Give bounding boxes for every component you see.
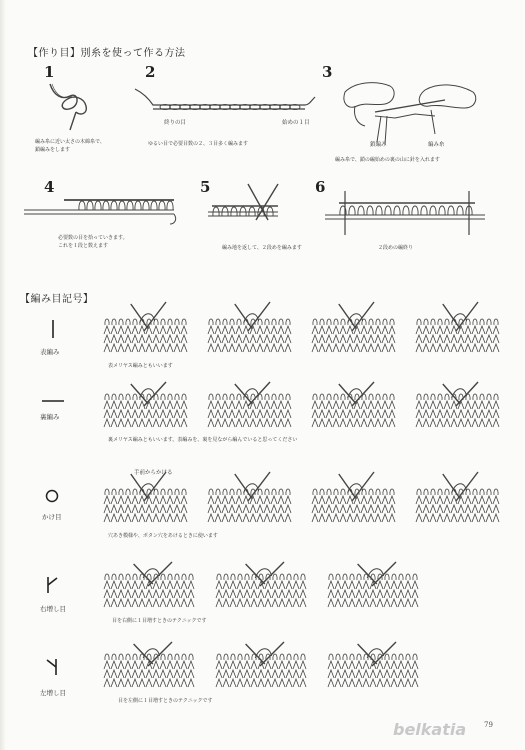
- step-5-caption: 編み地を返して、２段めを編みます: [222, 245, 302, 251]
- step-1-caption-line1: 編み糸に近い太さの木綿糸で、: [35, 139, 105, 145]
- symbol-name-left-increase: 左増し目: [40, 689, 66, 697]
- symbol-name-right-increase: 右増し目: [40, 605, 66, 613]
- section-title-stitch-symbols: 【編み目記号】: [20, 294, 94, 305]
- symbol-caption-right-increase: 目を右側に１目増すときのテクニックです: [112, 618, 207, 624]
- symbol-caption-purl: 裏メリヤス編みともいいます。表編みを、裏を見ながら編んでいると思ってください: [108, 437, 298, 443]
- purl-stitch-diagrams: [100, 380, 500, 435]
- step-1-caption-line2: 鎖編みをします: [35, 147, 71, 153]
- yarn-over-stitch-diagrams: [100, 470, 500, 530]
- belkatia-logo: belkatia: [393, 720, 467, 739]
- step-2-number: 2: [145, 63, 156, 81]
- symbol-name-purl: 裏編み: [40, 413, 60, 421]
- step-3-number: 3: [322, 63, 333, 81]
- section-title-cast-on: 【作り目】別糸を使って作る方法: [28, 48, 186, 59]
- step-3-caption: 編み糸で、鎖の編始めの裏の山に針を入れます: [335, 157, 440, 163]
- knit-stitch-diagrams: [100, 300, 500, 360]
- step-2-label-first-stitch: 始めの１目: [282, 120, 310, 126]
- right-increase-stitch-diagrams: [100, 560, 420, 615]
- symbol-caption-knit: 表メリヤス編みともいいます: [108, 363, 173, 369]
- step-3-label-chain: 鎖編み: [370, 142, 387, 148]
- right-increase-symbol-icon: [44, 575, 60, 595]
- yarn-over-note-label: 手前からかける: [134, 470, 173, 476]
- symbol-name-knit: 表編み: [40, 348, 60, 356]
- symbol-name-yarn-over: かけ目: [42, 513, 62, 521]
- step-6-caption: ２段めの編終り: [378, 245, 414, 251]
- step-6-row2-illustration: [325, 185, 495, 245]
- step-5-turn-illustration: [208, 180, 298, 235]
- step-1-number: 1: [44, 63, 55, 81]
- step-3-label-yarn: 編み糸: [428, 142, 445, 148]
- step-4-number: 4: [44, 178, 55, 196]
- symbol-caption-left-increase: 目を左側に１目増すときのテクニックです: [118, 698, 213, 704]
- step-2-label-end-stitch: 終りの目: [164, 120, 187, 126]
- step-4-caption-line1: 必要数の目を拾っていきます。: [58, 235, 128, 241]
- step-4-caption-line2: これを１段と数えます: [58, 243, 109, 249]
- left-increase-stitch-diagrams: [100, 640, 420, 695]
- step-2-caption: ゆるい目で必要目数の２、３目多く編みます: [148, 141, 249, 147]
- page-binding-shadow: [0, 0, 6, 750]
- step-6-number: 6: [315, 178, 326, 196]
- left-increase-symbol-icon: [44, 657, 60, 677]
- symbol-caption-yarn-over: 穴あき模様や、ボタン穴をあけるときに使います: [108, 533, 218, 539]
- page-number: 79: [484, 721, 493, 729]
- step-3-hands-illustration: [335, 72, 485, 152]
- knit-symbol-icon: [50, 318, 56, 340]
- step-5-number: 5: [200, 178, 211, 196]
- step-4-pickup-illustration: [24, 190, 184, 225]
- step-1-illustration: [40, 78, 110, 133]
- purl-symbol-icon: [40, 398, 66, 404]
- yarn-over-symbol-icon: [44, 488, 60, 504]
